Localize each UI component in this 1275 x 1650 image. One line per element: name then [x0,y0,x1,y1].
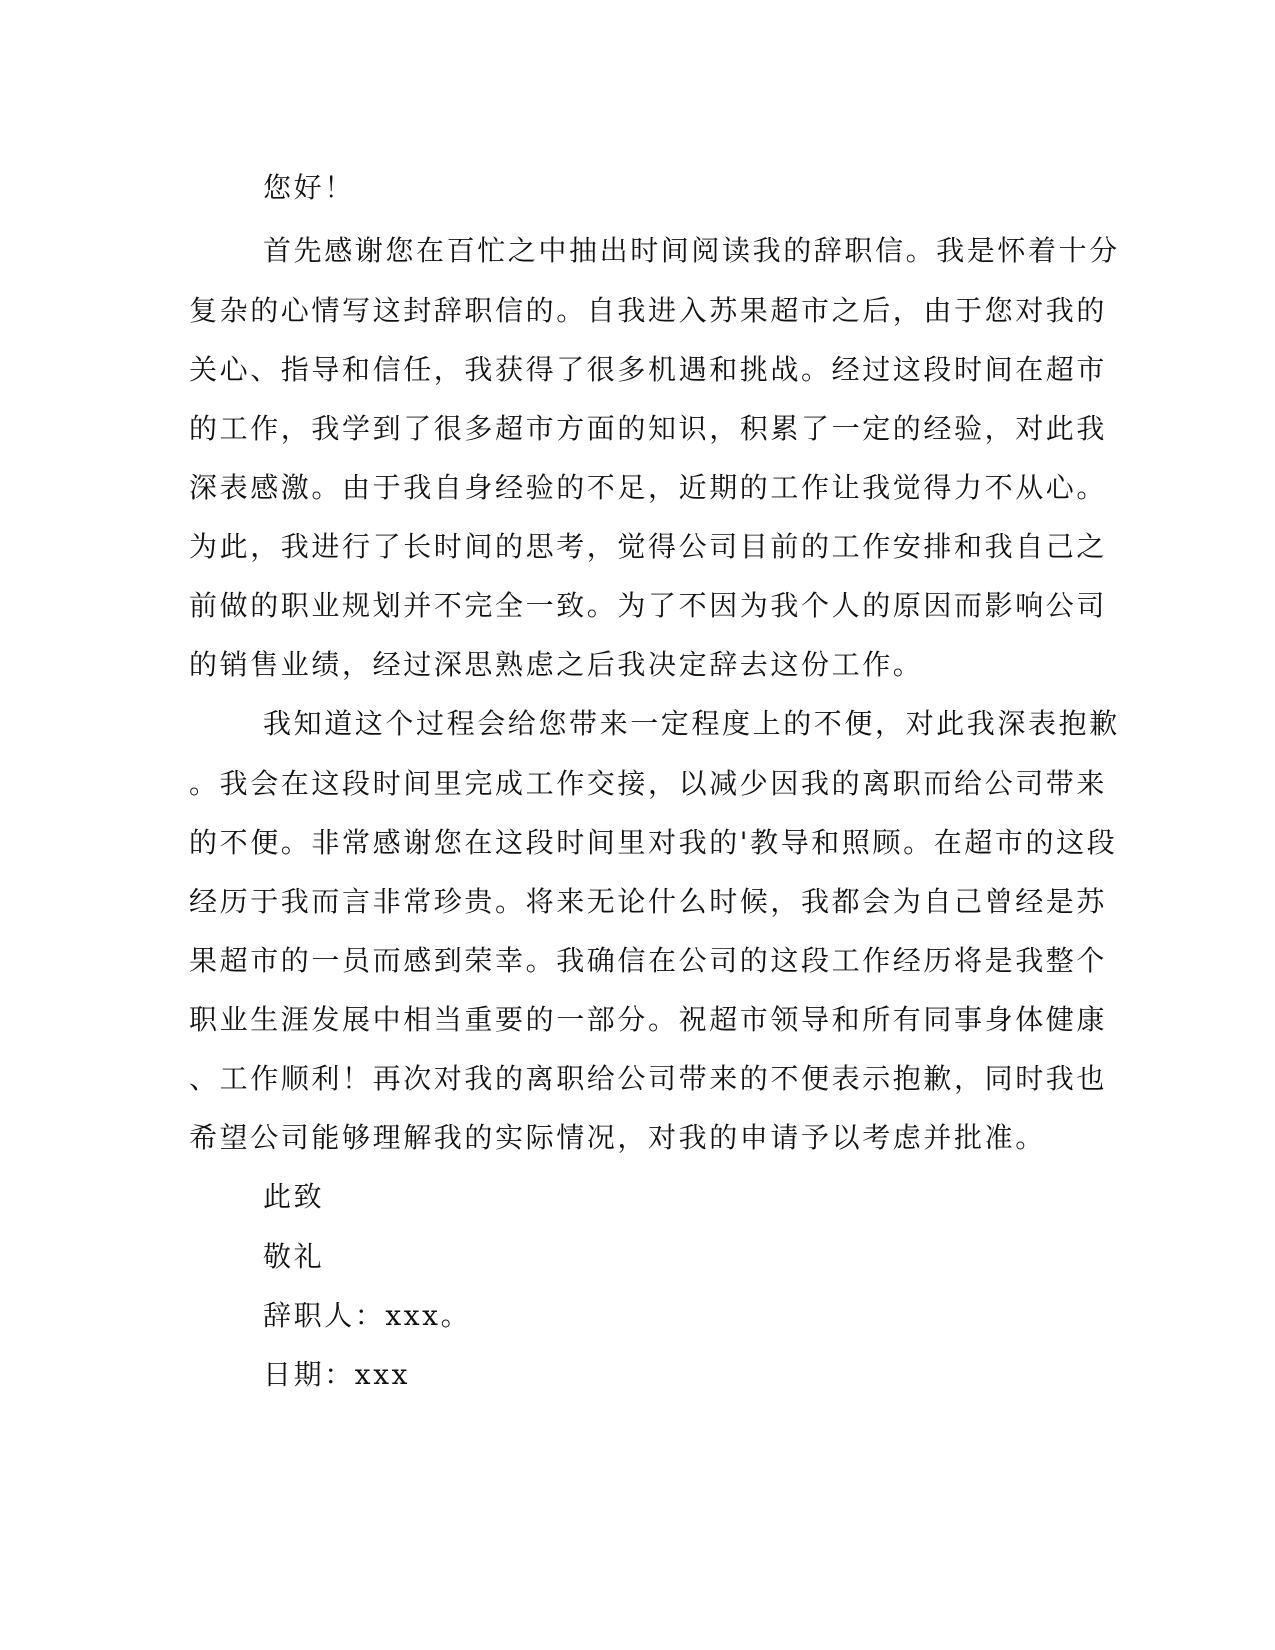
closing-ci-zhi: 此致 [263,1180,325,1213]
paragraph-2-line-8: 希望公司能够理解我的实际情况，对我的申请予以考虑并批准。 [189,1121,1046,1154]
closing-jing-li: 敬礼 [263,1240,325,1273]
date-line: 日期：xxx [263,1358,410,1391]
paragraph-2-line-1: 我知道这个过程会给您带来一定程度上的不便，对此我深表抱歉 [263,707,1120,740]
paragraph-1-line-5: 深表感激。由于我自身经验的不足，近期的工作让我觉得力不从心。 [189,471,1108,504]
signature-line: 辞职人：xxx。 [263,1299,472,1332]
paragraph-1-line-3: 关心、指导和信任，我获得了很多机遇和挑战。经过这段时间在超市 [189,353,1108,386]
paragraph-1-line-8: 的销售业绩，经过深思熟虑之后我决定辞去这份工作。 [189,648,924,681]
paragraph-1-line-2: 复杂的心情写这封辞职信的。自我进入苏果超市之后，由于您对我的 [189,294,1108,327]
paragraph-2-line-3: 的不便。非常感谢您在这段时间里对我的'教导和照顾。在超市的这段 [189,826,1118,859]
paragraph-2-line-7: 、工作顺利！再次对我的离职给公司带来的不便表示抱歉，同时我也 [189,1062,1108,1095]
paragraph-1-line-4: 的工作，我学到了很多超市方面的知识，积累了一定的经验，对此我 [189,412,1108,445]
paragraph-2-line-2: 。我会在这段时间里完成工作交接，以减少因我的离职而给公司带来 [189,767,1108,800]
letter-greeting: 您好！ [263,171,355,204]
paragraph-2-line-6: 职业生涯发展中相当重要的一部分。祝超市领导和所有同事身体健康 [189,1003,1108,1036]
paragraph-2-line-4: 经历于我而言非常珍贵。将来无论什么时候，我都会为自己曾经是苏 [189,885,1108,918]
paragraph-1-line-1: 首先感谢您在百忙之中抽出时间阅读我的辞职信。我是怀着十分 [263,234,1120,267]
paragraph-2-line-5: 果超市的一员而感到荣幸。我确信在公司的这段工作经历将是我整个 [189,944,1108,977]
paragraph-1-line-7: 前做的职业规划并不完全一致。为了不因为我个人的原因而影响公司 [189,589,1108,622]
paragraph-1-line-6: 为此，我进行了长时间的思考，觉得公司目前的工作安排和我自己之 [189,530,1108,563]
